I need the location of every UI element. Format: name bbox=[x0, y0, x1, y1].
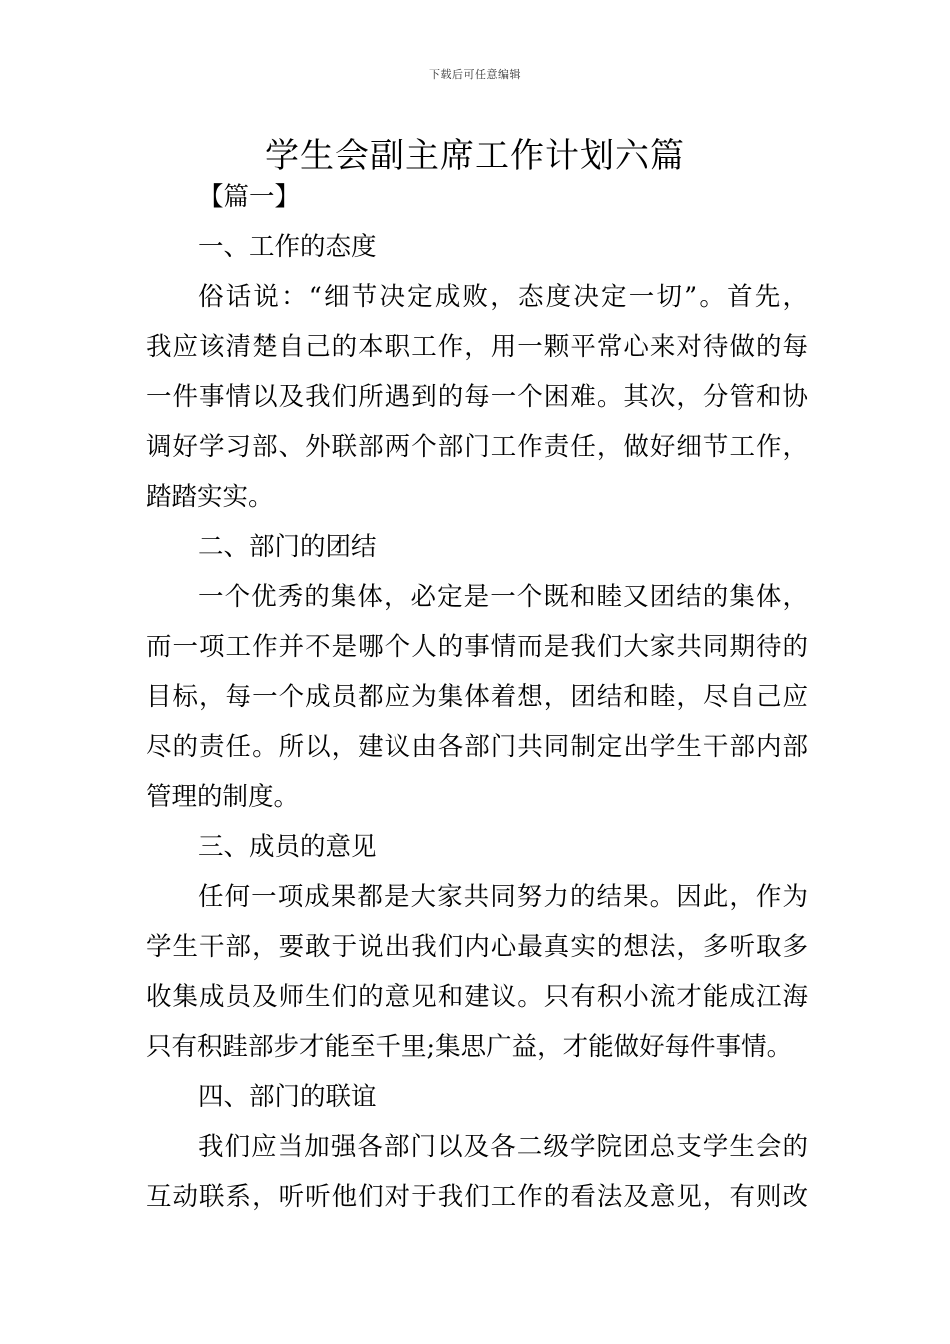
paragraph-line: 一个优秀的集体，必定是一个既和睦又团结的集体， bbox=[198, 582, 808, 612]
document-body bbox=[146, 172, 808, 1222]
paragraph-line: 学生干部，要敢于说出我们内心最真实的想法，多听取多 bbox=[146, 932, 808, 962]
paragraph-line: 收集成员及师生们的意见和建议。只有积小流才能成江海 bbox=[146, 982, 808, 1012]
paragraph-line: 踏踏实实。 bbox=[146, 482, 274, 512]
subheading-fellowship: 四、部门的联谊 bbox=[198, 1082, 377, 1112]
subheading-opinions: 三、成员的意见 bbox=[198, 832, 377, 862]
paragraph-line: 调好学习部、外联部两个部门工作责任，做好细节工作， bbox=[146, 432, 808, 462]
paragraph-line: 只有积跬部步才能至千里;集思广益，才能做好每件事情。 bbox=[146, 1032, 793, 1062]
paragraph-line: 俗话说：“细节决定成败，态度决定一切”。首先， bbox=[198, 282, 808, 312]
paragraph-line: 而一项工作并不是哪个人的事情而是我们大家共同期待的 bbox=[146, 632, 808, 662]
paragraph-line: 互动联系，听听他们对于我们工作的看法及意见，有则改 bbox=[146, 1182, 808, 1212]
paragraph-line: 任何一项成果都是大家共同努力的结果。因此，作为 bbox=[198, 882, 808, 912]
document-title: 学生会副主席工作计划六篇 bbox=[265, 136, 685, 176]
section-heading-part-one: 【篇一】 bbox=[198, 182, 301, 212]
paragraph-line: 一件事情以及我们所遇到的每一个困难。其次，分管和协 bbox=[146, 382, 808, 412]
paragraph-line: 我应该清楚自己的本职工作，用一颗平常心来对待做的每 bbox=[146, 332, 808, 362]
header-note: 下载后可任意编辑 bbox=[429, 68, 521, 81]
subheading-unity: 二、部门的团结 bbox=[198, 532, 377, 562]
paragraph-line: 尽的责任。所以，建议由各部门共同制定出学生干部内部 bbox=[146, 732, 808, 762]
paragraph-line: 管理的制度。 bbox=[146, 782, 300, 812]
paragraph-line: 目标，每一个成员都应为集体着想，团结和睦，尽自己应 bbox=[146, 682, 808, 712]
subheading-attitude: 一、工作的态度 bbox=[198, 232, 377, 262]
paragraph-line: 我们应当加强各部门以及各二级学院团总支学生会的 bbox=[198, 1132, 808, 1162]
